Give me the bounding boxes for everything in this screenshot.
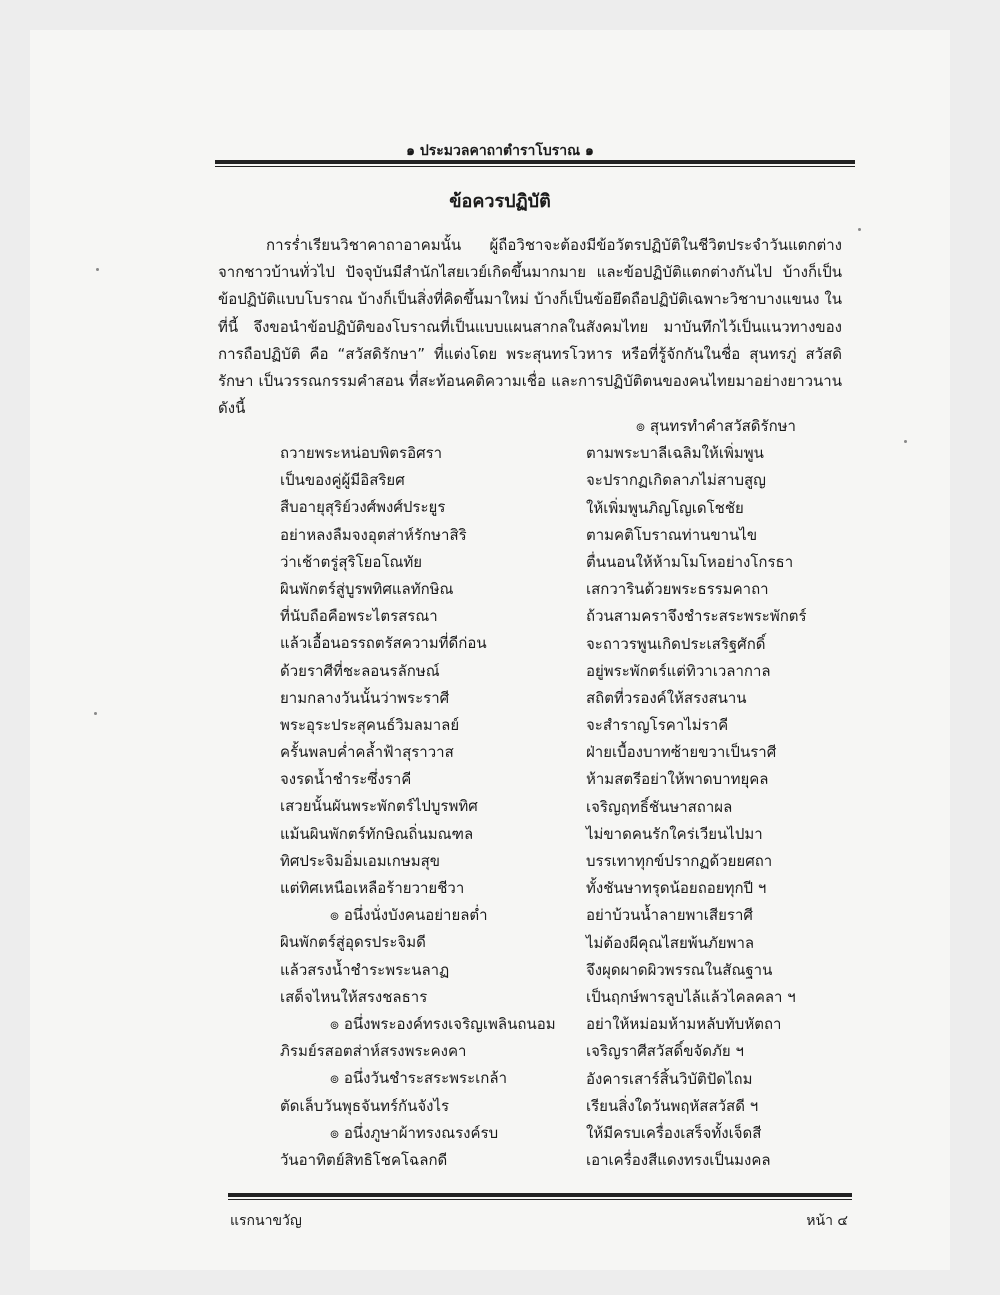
poem-line: จะถาวรพูนเกิดประเสริฐศักดิ์ [586,634,766,653]
footer-book-title: แรกนาขวัญ [230,1213,302,1229]
poem-line: ด้วยราศีที่ชะลอนรลักษณ์ [280,661,440,680]
poem-line: ยามกลางวันนั้นว่าพระราศี [280,688,450,707]
poem-line: เจริญฤทธิ์ชันษาสถาผล [586,797,733,816]
poem-line: ๏ อนึ่งวันชำระสระพระเกล้า [330,1069,507,1088]
poem-line: ตัดเล็บวันพุธจันทร์กันจังไร [280,1096,450,1115]
poem-line: ถวายพระหน่อบพิตรอิศรา [280,444,443,462]
poem-line: ตามคติโบราณท่านขานไข [586,525,758,544]
poem-line: ที่นับถือคือพระไตรสรณา [280,607,438,626]
poem-line: เสด็จไหนให้สรงชลธาร [280,987,428,1006]
poem-line: แม้นผินพักตร์ทักษิณถิ่นมณฑล [280,824,474,843]
poem-line: เอาเครื่องสีแดงทรงเป็นมงคล [586,1151,771,1170]
intro-text: การร่ำเรียนวิชาคาถาอาคมนั้น ผู้ถือวิชาจะต้องมีข้อวัตรปฏิบัติในชีวิตประจำวันแตกต่างจากชาวบ้านทั่วไป ปัจจุบันมีสำนักไสยเวย์เกิดขึ้นมากมาย และข้อปฏิบัติแตกต่างกันไป บ้างก็เป็นข้อปฏิบัติแบบโบราณ บ้างก็เป็นสิ่งที่คิดขึ้นมาใหม่ บ้างก็เป็นข้อยึดถือปฏิบัติเฉพาะวิชาบางแขนง ในที่นี้ จึงขอนำข้อปฏิบัติของโบราณที่เป็นแบบแผนสากลในสังคมไทย มาบันทึกไว้เป็นแนวทางของการถือปฏิบัติ คือ “สวัสดิรักษา” ที่แต่งโดย พระสุนทรโวหาร หรือที่รู้จักกันในชื่อ สุนทรภู่ สวัสดิรักษา เป็นวรรณกรรมคำสอน ที่สะท้อนคติความเชื่อ และการปฏิบัติตนของคนไทยมาอย่างยาวนาน ดังนี้ [218,236,842,418]
poem-line: อังคารเสาร์สิ้นวิบัติปัดไถม [586,1069,753,1088]
poem-line: อย่าให้หม่อมห้ามหลับทับหัตถา [586,1015,782,1034]
poem-line: แต่ทิศเหนือเหลือร้ายวายชีวา [280,879,465,897]
poem-line: สืบอายุสุริย์วงศ์พงศ์ประยูร [280,498,446,517]
poem-line: แล้วเอื้อนอรรถตรัสความที่ดีก่อน [280,634,487,653]
poem-right-column [586,413,856,1174]
poem-line: ว่าเช้าตรู่สุริโยอโณทัย [280,552,423,571]
poem-line: ผินพักตร์สู่บูรพทิศแลทักษิณ [280,579,454,598]
poem-line: เรียนสิ่งใดวันพฤหัสสวัสดี ฯ [586,1096,759,1115]
poem-line: จึงผุดผาดผิวพรรณในสัณฐาน [586,960,773,979]
poem-line: ๏ อนึ่งพระองค์ทรงเจริญเพลินถนอม [330,1014,556,1033]
poem-line: วันอาทิตย์สิทธิโชคโฉลกดี [280,1150,448,1169]
poem-line: ห้ามสตรีอย่าให้พาดบาทยุคล [586,770,769,789]
poem-line: แล้วสรงน้ำชำระพระนลาฏ [280,960,450,979]
poem-line: จะสำราญโรคาไม่ราคี [586,716,729,735]
poem-line: ทิศประจิมอิ่มเอมเกษมสุข [280,851,441,870]
poem-line: อย่าหลงลืมจงอุตส่าห์รักษาสิริ [280,525,467,544]
intro-paragraph [218,232,842,422]
poem-line: ๏ สุนทรทำคำสวัสดิรักษา [636,417,796,435]
poem-line: เสวยนั้นผันพระพักตร์ไปบูรพทิศ [280,797,478,816]
running-header: ๑ ประมวลคาถาตำราโบราณ ๑ [406,143,594,159]
poem-line: ผินพักตร์สู่อุดรประจิมดี [280,933,426,952]
poem-line: ตื่นนอนให้ห้ามโมโหอย่างโกรธา [586,552,794,571]
poem-line: ภิรมย์รสอตส่าห์สรงพระคงคา [280,1042,467,1061]
poem-line: ครั้นพลบค่ำคล้ำฟ้าสุราวาส [280,743,454,762]
poem-line: จงรดน้ำชำระซึ่งราคี [280,770,412,789]
poem-line: เสกวารินด้วยพระธรรมคาถา [586,580,769,599]
poem-left-column [280,440,590,1174]
header-rule [215,160,855,167]
poem-line: พระอุระประสุคนธ์วิมลมาลย์ [280,715,460,734]
poem-line: ตามพระบาลีเฉลิมให้เพิ่มพูน [586,444,764,463]
poem-line: ถ้วนสามคราจึงชำระสระพระพักตร์ [586,607,807,626]
poem-line: ฝ่ายเบื้องบาทซ้ายขวาเป็นราศี [586,743,777,762]
poem-line: จะปรากฏเกิดลาภไม่สาบสูญ [586,471,766,490]
poem-line: ให้มีครบเครื่องเสร็จทั้งเจ็ดสี [586,1123,762,1142]
scan-speck [94,712,97,715]
poem-line: อยู่พระพักตร์แต่ทิวาเวลากาล [586,661,771,680]
poem-line: ๏ อนึ่งภูษาผ้าทรงณรงค์รบ [330,1123,499,1142]
poem-line: ทั้งชันษาทรุดน้อยถอยทุกปี ฯ [586,879,767,898]
page-number: หน้า ๔ [806,1213,848,1229]
footer-rule [228,1193,852,1200]
scan-speck [96,268,99,271]
poem-line: เป็นของคู่ผู้มีอิสริยศ [280,471,405,490]
poem-line: ไม่ขาดคนรักใคร่เวียนไปมา [586,824,763,843]
poem-line: เจริญราศีสวัสดิ์ขจัดภัย ฯ [586,1042,744,1061]
poem-line: ไม่ต้องผีคุณไสยพ้นภัยพาล [586,933,755,952]
poem-line: อย่าบ้วนน้ำลายพาเสียราศี [586,906,753,925]
section-title: ข้อควรปฏิบัติ [449,191,551,212]
poem-line: ให้เพิ่มพูนภิญโญเดโชชัย [586,498,744,517]
scan-speck [858,228,861,231]
scan-speck [904,440,907,443]
poem-line: บรรเทาทุกข์ปรากฏด้วยยศถา [586,852,773,870]
poem-line: สถิตที่วรองค์ให้สรงสนาน [586,688,747,707]
poem-line: เป็นฤกษ์พารลูบไล้แล้วไคลคลา ฯ [586,987,796,1006]
poem-line: ๏ อนึ่งนั่งบังคนอย่ายลต่ำ [330,906,488,925]
